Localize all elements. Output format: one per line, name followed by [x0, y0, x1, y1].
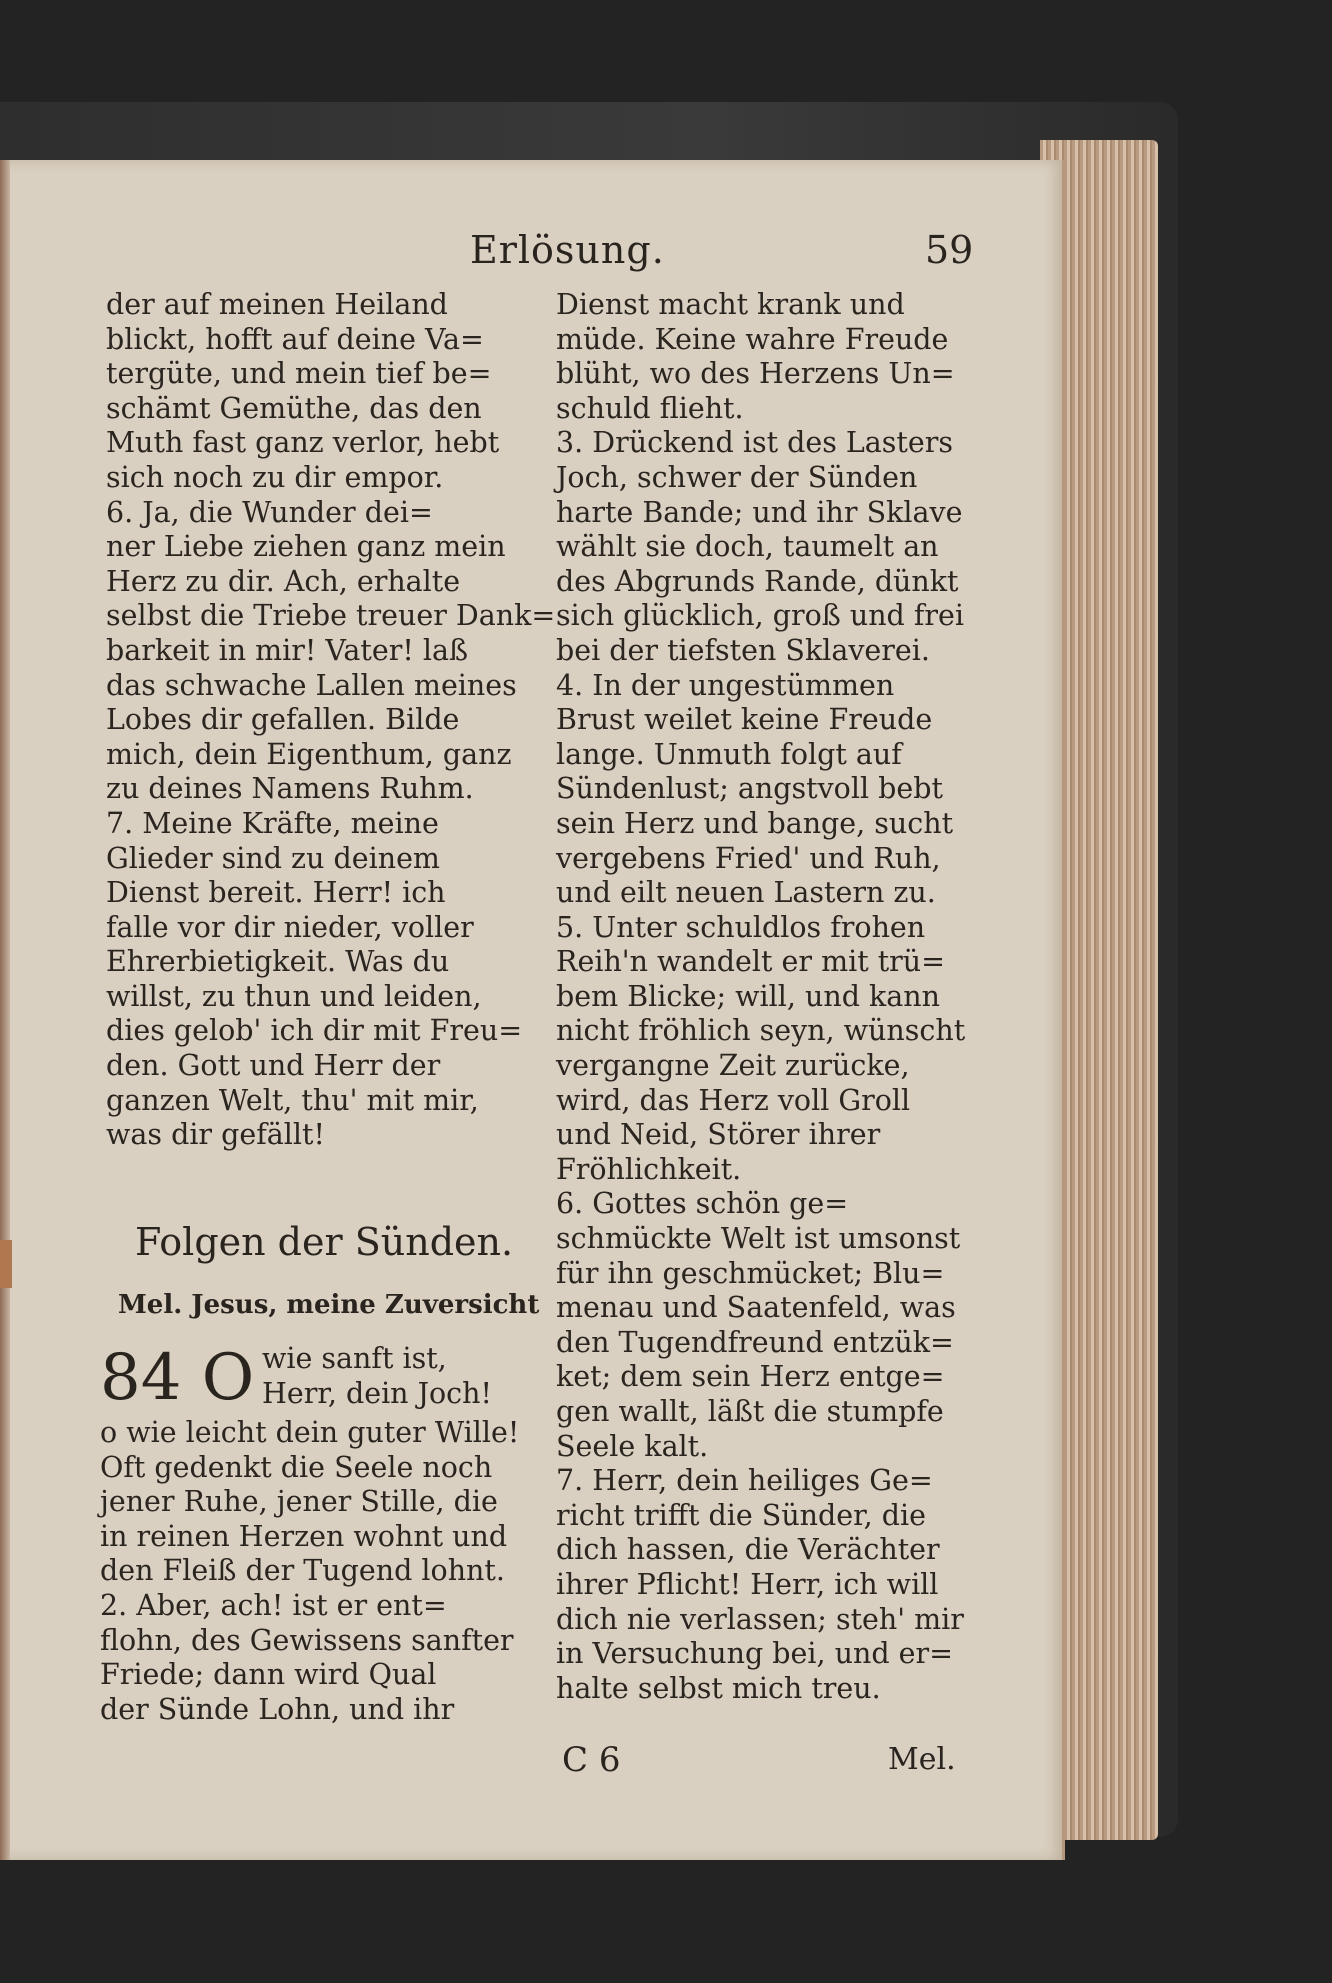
- running-head: Erlösung.: [470, 228, 665, 272]
- text-line: menau und Saatenfeld, was: [556, 1291, 956, 1325]
- text-line: blickt, hofft auf deine Va=: [106, 322, 484, 356]
- hymn-body: [100, 1416, 520, 1727]
- text-line: o wie leicht dein guter Wille!: [100, 1416, 520, 1449]
- text-line: sein Herz und bange, sucht: [556, 806, 954, 840]
- text-line: jener Ruhe, jener Stille, die: [100, 1485, 498, 1519]
- text-line: vergangne Zeit zurücke,: [556, 1049, 910, 1083]
- text-line: ganzen Welt, thu' mit mir,: [106, 1083, 479, 1117]
- text-line: 6. Gottes schön ge=: [556, 1187, 849, 1221]
- text-line: 5. Unter schuldlos frohen: [556, 910, 926, 944]
- text-line: müde. Keine wahre Freude: [556, 322, 949, 356]
- text-line: Ehrerbietigkeit. Was du: [106, 945, 450, 979]
- text-line: vergebens Fried' und Ruh,: [556, 841, 941, 875]
- text-line: schmückte Welt ist umsonst: [556, 1222, 961, 1256]
- text-line: der auf meinen Heiland: [106, 288, 448, 321]
- catchword: Mel.: [888, 1742, 956, 1777]
- text-line: Fröhlichkeit.: [556, 1152, 742, 1186]
- text-line: bei der tiefsten Sklaverei.: [556, 633, 930, 667]
- text-line: falle vor dir nieder, voller: [106, 910, 474, 944]
- right-column: [556, 288, 970, 1706]
- text-line: harte Bande; und ihr Sklave: [556, 495, 963, 529]
- text-line: Dienst bereit. Herr! ich: [106, 876, 446, 910]
- text-line: Oft gedenkt die Seele noch: [100, 1450, 493, 1484]
- text-line: des Abgrunds Rande, dünkt: [556, 564, 959, 598]
- text-line: ner Liebe ziehen ganz mein: [106, 530, 506, 564]
- text-line: sich noch zu dir empor.: [106, 460, 444, 494]
- text-line: 7. Herr, dein heiliges Ge=: [556, 1464, 933, 1498]
- text-line: 2. Aber, ach! ist er ent=: [100, 1588, 447, 1622]
- text-line: halte selbst mich treu.: [556, 1671, 881, 1705]
- text-line: richt trifft die Sünder, die: [556, 1498, 926, 1532]
- text-line: nicht fröhlich seyn, wünscht: [556, 1014, 966, 1048]
- text-line: das schwache Lallen meines: [106, 668, 517, 702]
- text-line: flohn, des Gewissens sanfter: [100, 1623, 514, 1657]
- text-line: für ihn geschmücket; Blu=: [556, 1256, 945, 1290]
- text-line: 6. Ja, die Wunder dei=: [106, 495, 433, 529]
- text-line: wie sanft ist,: [262, 1342, 447, 1375]
- text-line: dich nie verlassen; steh' mir: [556, 1602, 964, 1636]
- text-line: schuld flieht.: [556, 391, 744, 425]
- text-line: Dienst macht krank und: [556, 288, 905, 321]
- hymn-title: Folgen der Sünden.: [135, 1220, 514, 1264]
- text-line: den. Gott und Herr der: [106, 1049, 441, 1083]
- text-line: tergüte, und mein tief be=: [106, 357, 492, 391]
- text-line: in reinen Herzen wohnt und: [100, 1519, 508, 1553]
- text-line: der Sünde Lohn, und ihr: [100, 1692, 455, 1726]
- text-line: Reih'n wandelt er mit trü=: [556, 945, 946, 979]
- text-line: bem Blicke; will, und kann: [556, 979, 940, 1013]
- text-line: Brust weilet keine Freude: [556, 703, 933, 737]
- text-line: 4. In der ungestümmen: [556, 668, 895, 702]
- text-line: schämt Gemüthe, das den: [106, 391, 482, 425]
- text-line: was dir gefällt!: [106, 1118, 325, 1152]
- text-line: den Tugendfreund entzük=: [556, 1325, 954, 1359]
- text-line: mich, dein Eigenthum, ganz: [106, 737, 512, 771]
- text-line: zu deines Namens Ruhm.: [106, 772, 474, 806]
- page-gutter: [0, 160, 10, 1860]
- page-number: 59: [925, 228, 974, 272]
- text-line: Sündenlust; angstvoll bebt: [556, 772, 943, 806]
- text-line: den Fleiß der Tugend lohnt.: [100, 1554, 505, 1588]
- text-line: Herr, dein Joch!: [262, 1376, 492, 1410]
- bookmark-edge: [0, 1240, 12, 1288]
- text-line: und Neid, Störer ihrer: [556, 1118, 881, 1152]
- hymn-number-initial: 84 O: [100, 1341, 255, 1415]
- text-line: barkeit in mir! Vater! laß: [106, 633, 468, 667]
- text-line: lange. Unmuth folgt auf: [556, 737, 902, 771]
- text-line: blüht, wo des Herzens Un=: [556, 357, 955, 391]
- text-line: Glieder sind zu deinem: [106, 841, 440, 875]
- text-line: 3. Drückend ist des Lasters: [556, 426, 953, 460]
- text-line: und eilt neuen Lastern zu.: [556, 876, 936, 910]
- text-line: Lobes dir gefallen. Bilde: [106, 703, 460, 737]
- text-line: in Versuchung bei, und er=: [556, 1637, 954, 1671]
- text-line: dich hassen, die Verächter: [556, 1533, 940, 1567]
- text-line: dies gelob' ich dir mit Freu=: [106, 1014, 523, 1048]
- text-line: Joch, schwer der Sünden: [556, 460, 918, 494]
- text-line: Friede; dann wird Qual: [100, 1658, 437, 1692]
- text-line: sich glücklich, groß und frei: [556, 599, 965, 633]
- text-line: Herz zu dir. Ach, erhalte: [106, 564, 461, 598]
- text-line: ket; dem sein Herz entge=: [556, 1360, 945, 1394]
- hymn-first-lines: [262, 1342, 492, 1411]
- text-line: selbst die Triebe treuer Dank=: [106, 599, 556, 633]
- signature-mark: C 6: [562, 1740, 621, 1780]
- text-line: Seele kalt.: [556, 1429, 709, 1463]
- text-line: wird, das Herz voll Groll: [556, 1083, 911, 1117]
- text-line: 7. Meine Kräfte, meine: [106, 806, 439, 840]
- text-line: willst, zu thun und leiden,: [106, 979, 482, 1013]
- text-line: gen wallt, läßt die stumpfe: [556, 1395, 944, 1428]
- left-column-top: [106, 288, 556, 1153]
- melody-line: Mel. Jesus, meine Zuversicht: [118, 1290, 540, 1320]
- text-line: Muth fast ganz verlor, hebt: [106, 426, 500, 460]
- text-line: ihrer Pflicht! Herr, ich will: [556, 1567, 939, 1601]
- text-line: wählt sie doch, taumelt an: [556, 530, 939, 564]
